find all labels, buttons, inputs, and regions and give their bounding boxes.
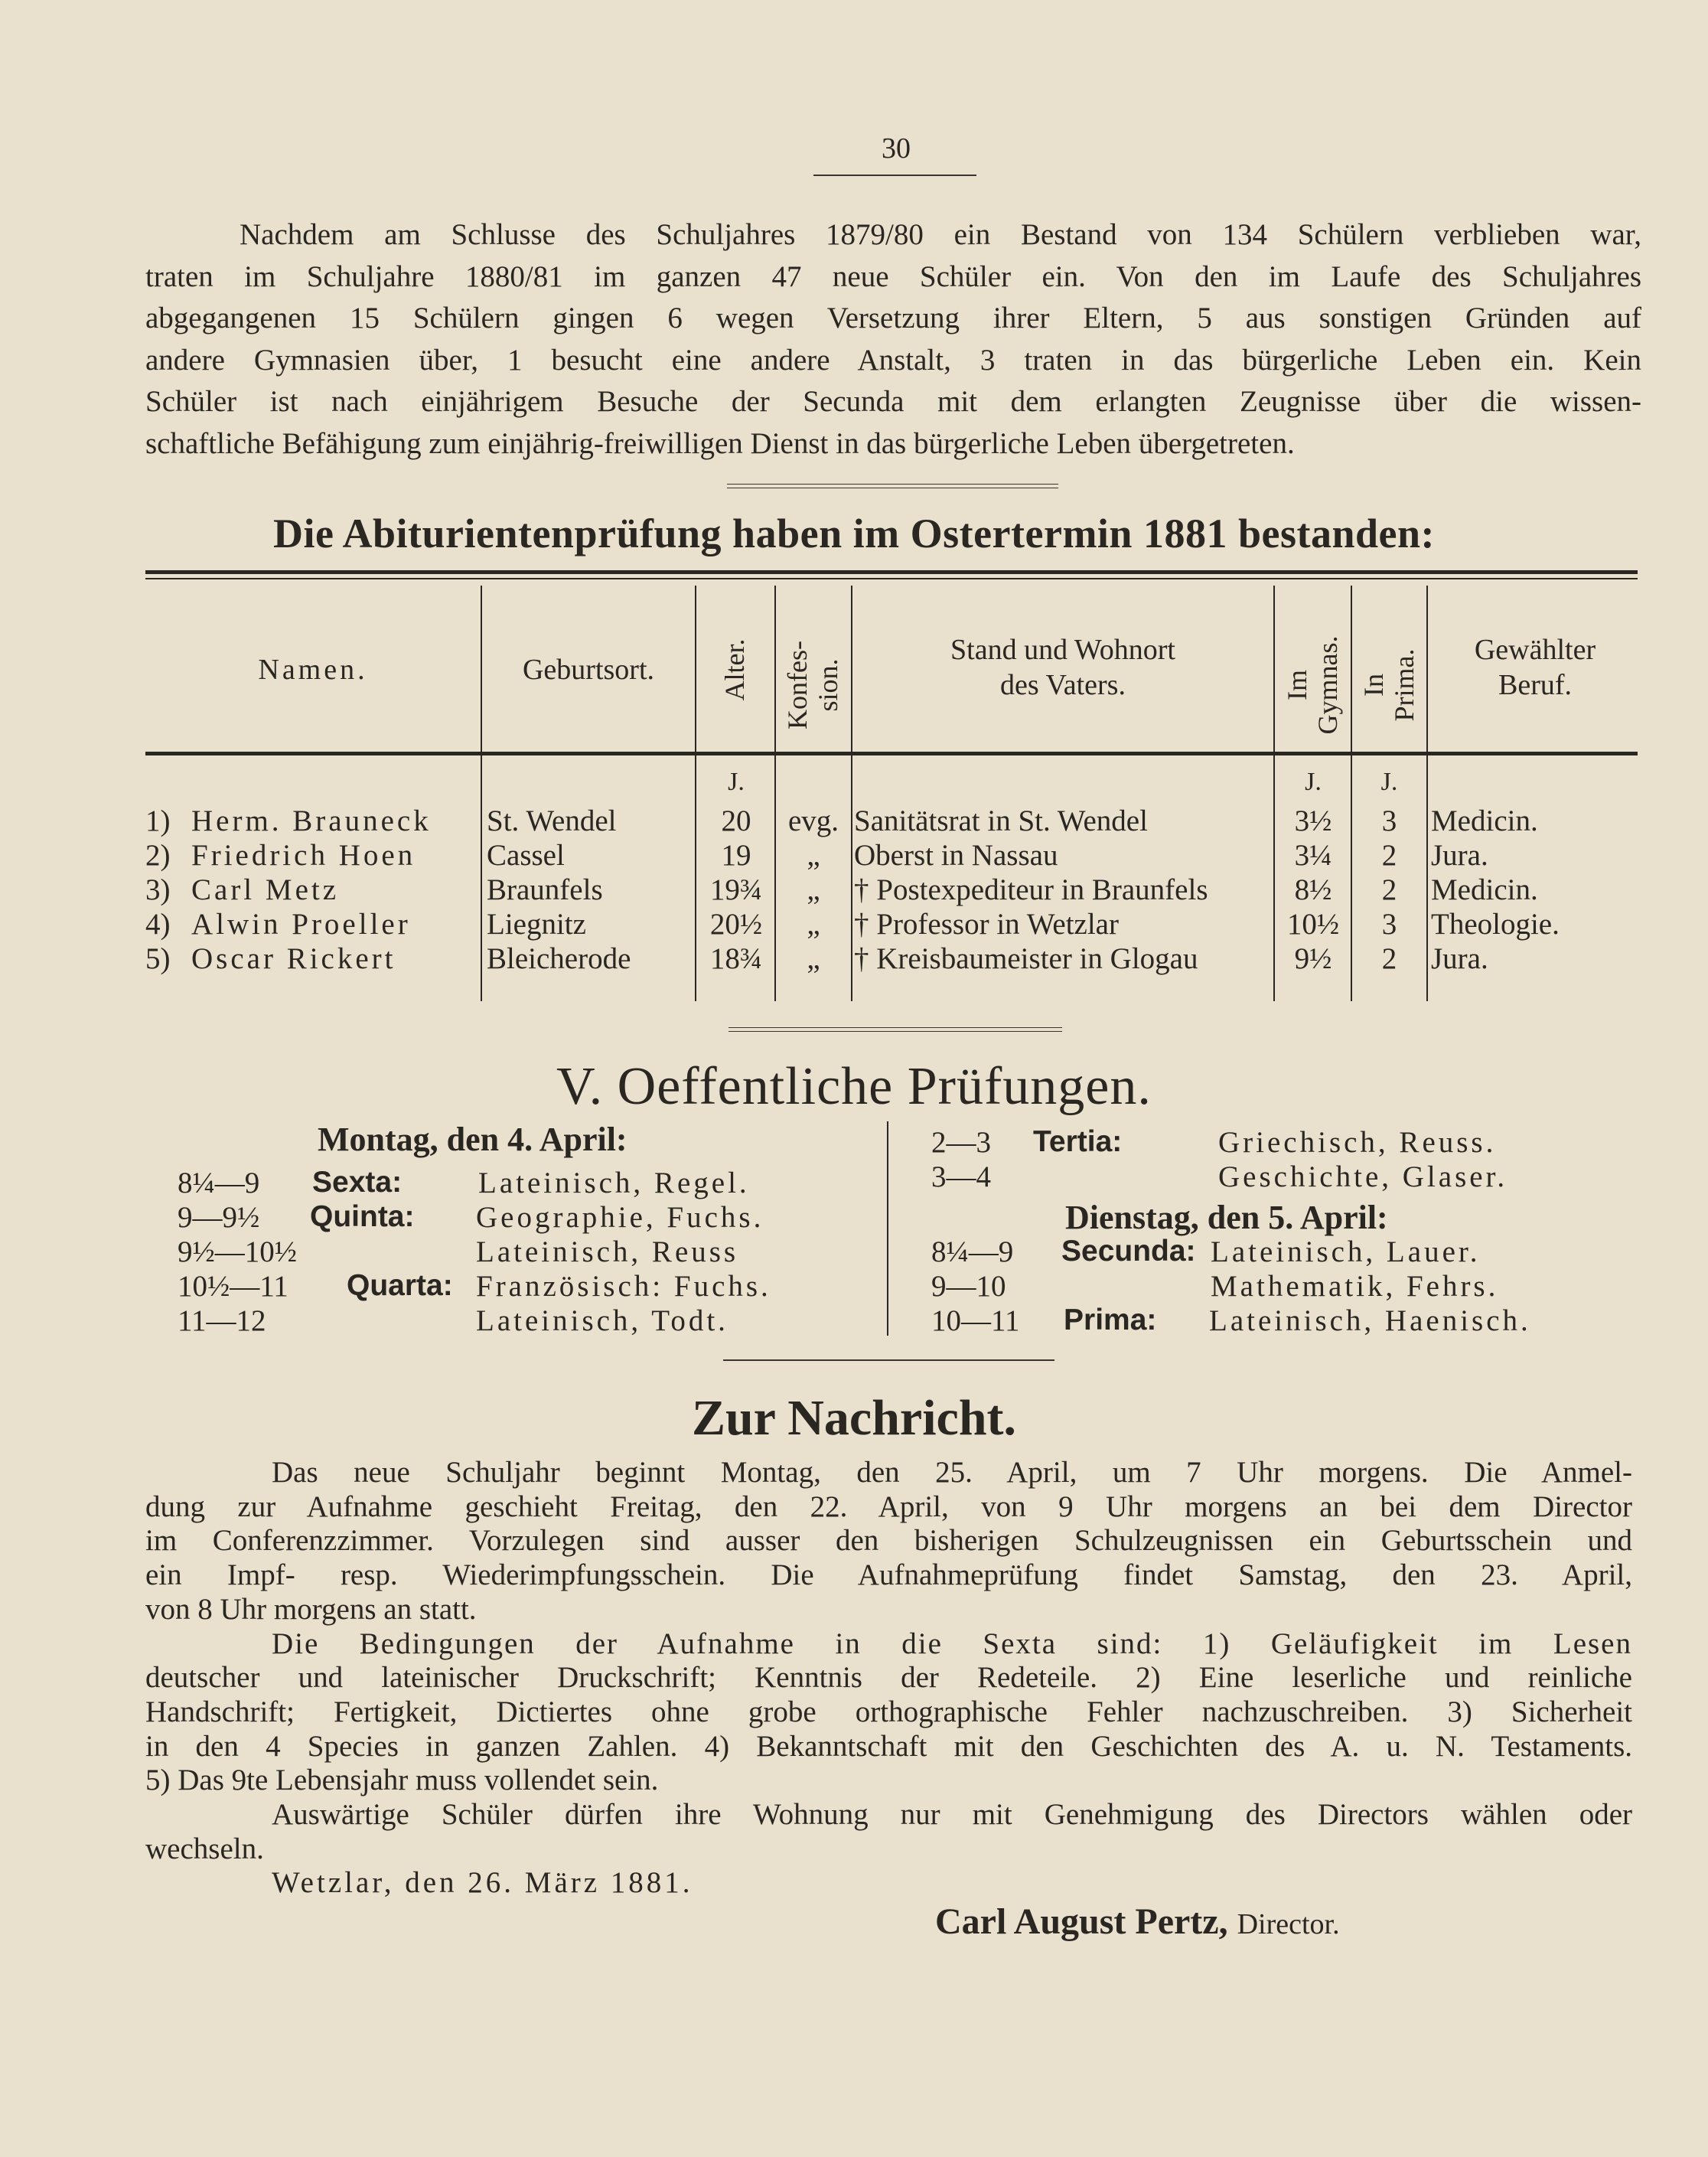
row-alter: 19¾ [709,873,763,906]
header-gymnas-line: Gymnas. [1312,635,1343,735]
row-name: Friedrich Hoen [191,839,416,872]
row-name: Alwin Proeller [191,908,411,941]
row-prima: 2 [1381,942,1397,975]
nachricht-line: Handschrift; Fertigkeit, Dictiertes ohne grobe orthographische Fehler nachzuschreiben. 3) Sicherheit [145,1695,1632,1728]
nachricht-line: in den 4 Species in ganzen Zahlen. 4) Bekanntschaft mit den Geschichten des A. u. N. Testaments. [145,1729,1632,1763]
exam-time: 11—12 [178,1304,266,1337]
exam-class: Quarta: [347,1269,453,1302]
row-name: Herm. Brauneck [191,804,432,837]
nachricht-line: Das neue Schuljahr beginnt Montag, den 25. April, um 7 Uhr morgens. Die Anmel- [272,1456,1632,1489]
header-gymnas-line: Im [1282,670,1312,700]
abitur-heading: Die Abiturientenprüfung haben im Ostertermin 1881 bestanden: [272,511,1436,556]
intro-line: Nachdem am Schlusse des Schuljahres 1879/80 ein Bestand von 134 Schülern verblieben war, [240,218,1641,251]
header-gymnas [1282,605,1343,765]
row-gymn: 10½ [1286,908,1340,941]
exam-time: 8¼—9 [178,1167,260,1199]
row-prima: 2 [1381,839,1397,872]
header-konfession-line: sion. [813,658,843,712]
exam-time: 3—4 [931,1160,991,1193]
intro-line: abgegangenen 15 Schülern gingen 6 wegen Versetzung ihrer Eltern, 5 aus sonstigen Gründen auf [145,302,1641,334]
nachricht-line: wechseln. [145,1832,264,1865]
row-gymn: 3½ [1294,804,1332,837]
row-vater: † Kreisbaumeister in Glogau [854,942,1198,975]
exam-class: Sexta: [312,1166,403,1199]
exam-time: 2—3 [931,1126,991,1159]
nachricht-line: von 8 Uhr morgens an statt. [145,1592,477,1626]
exam-subject: Lateinisch, Reuss [476,1235,739,1268]
header-stand-line: Stand und Wohnort [950,634,1175,666]
exam-class: Secunda: [1061,1235,1196,1268]
nachricht-line: 5) Das 9te Lebensjahr muss vollendet sein. [145,1764,659,1797]
row-nr: 1) [145,804,171,837]
row-name: Carl Metz [191,873,340,906]
column-divider [481,586,482,1001]
row-vater: † Postexpediteur in Braunfels [854,873,1208,906]
separator-rule [723,1359,1054,1361]
pruefungen-title: V. Oeffentliche Prüfungen. [556,1057,1152,1116]
header-beruf-line: Gewählter [1474,634,1596,666]
separator-rule [727,484,1058,485]
exam-subject: Lateinisch, Haenisch. [1209,1304,1531,1337]
row-alter: 20½ [709,908,763,941]
separator-rule [729,1031,1062,1032]
exam-subject: Griechisch, Reuss. [1218,1126,1497,1159]
exam-class: Prima: [1064,1304,1157,1336]
exam-subject: Geographie, Fuchs. [476,1201,764,1234]
row-gymn: 3¼ [1294,839,1332,872]
exam-time: 9½—10½ [178,1235,297,1268]
header-konfession-line: Konfes- [782,641,813,729]
header-beruf [1428,632,1642,703]
row-gymn: 8½ [1294,873,1332,906]
exam-subject: Geschichte, Glaser. [1218,1160,1508,1193]
exam-subject: Lateinisch, Lauer. [1211,1235,1481,1268]
header-geburtsort: Geburtsort. [522,654,655,686]
nachricht-line: ein Impf- resp. Wiederimpfungsschein. Die Aufnahmeprüfung findet Samstag, den 23. April, [145,1558,1632,1592]
row-alter: 18¾ [709,942,763,975]
header-alter: Alter. [719,638,750,701]
row-alter: 19 [721,839,751,872]
row-ort: Braunfels [487,873,603,906]
row-vater: Sanitätsrat in St. Wendel [854,804,1148,837]
header-prima-line: Prima. [1389,648,1420,722]
intro-line: andere Gymnasien über, 1 besucht eine andere Anstalt, 3 traten in das bürgerliche Leben ein. Kein [145,343,1641,377]
dienstag-heading: Dienstag, den 5. April: [1065,1199,1388,1236]
montag-heading: Montag, den 4. April: [318,1121,627,1158]
row-konf: „ [807,942,820,975]
signature-name: Carl August Pertz, [935,1901,1228,1942]
column-divider [695,586,696,1001]
row-konf: „ [807,873,820,906]
row-vater: † Professor in Wetzlar [854,908,1119,941]
row-nr: 2) [145,839,171,872]
row-beruf: Jura. [1431,839,1488,872]
header-prima-line: In [1358,674,1389,697]
intro-paragraph [145,214,1641,465]
row-vater: Oberst in Nassau [854,839,1058,872]
row-gymn: 9½ [1294,942,1332,975]
row-prima: 2 [1381,873,1397,906]
page-number-rule [813,175,976,176]
header-konfession [782,605,843,765]
exam-time: 9—10 [931,1270,1006,1303]
intro-line: schaftliche Befähigung zum einjährig-freiwilligen Dienst in das bürgerliche Leben übergetreten. [145,426,1295,460]
row-alter: 20 [721,804,751,837]
row-prima: 3 [1381,804,1397,837]
row-ort: Bleicherode [487,942,631,975]
unit-prima: J. [1380,768,1398,796]
exam-class: Tertia: [1033,1125,1123,1158]
exam-time: 10½—11 [178,1270,288,1303]
row-nr: 3) [145,873,171,906]
nachricht-line: Wetzlar, den 26. März 1881. [272,1866,693,1900]
row-nr: 4) [145,908,171,941]
exam-time: 8¼—9 [931,1235,1014,1268]
row-konf: evg. [787,804,839,837]
unit-alter: J. [728,768,745,796]
row-beruf: Medicin. [1431,873,1538,906]
nachricht-paragraph [145,1456,1632,1901]
exam-subject: Lateinisch, Regel. [478,1167,750,1199]
row-name: Oscar Rickert [191,942,396,975]
row-beruf: Medicin. [1431,804,1538,837]
row-ort: St. Wendel [487,804,617,837]
nachricht-title: Zur Nachricht. [691,1390,1017,1446]
unit-gymnas: J. [1305,768,1322,796]
schedule-divider [887,1121,888,1336]
nachricht-line: Auswärtige Schüler dürfen ihre Wohnung nur mit Genehmigung des Directors wählen oder [272,1798,1632,1832]
row-beruf: Theologie. [1431,908,1560,941]
table-top-rule [145,570,1638,574]
intro-line: traten im Schuljahre 1880/81 im ganzen 47 neue Schüler ein. Von den im Laufe des Schuljahres [145,259,1641,293]
header-beruf-line: Beruf. [1498,669,1573,701]
row-nr: 5) [145,942,171,975]
nachricht-line: im Conferenzzimmer. Vorzulegen sind ausser den bisherigen Schulzeugnissen ein Geburtsschein und [145,1524,1632,1558]
exam-subject: Mathematik, Fehrs. [1211,1270,1499,1303]
exam-time: 9—9½ [178,1201,260,1234]
intro-line: Schüler ist nach einjährigem Besuche der Secunda mit dem erlangten Zeugnisse über die wissen- [145,385,1641,418]
nachricht-line: Die Bedingungen der Aufnahme in die Sexta sind: 1) Geläufigkeit im Lesen [272,1627,1632,1660]
header-namen: Namen. [258,654,368,686]
page-number: 30 [882,132,911,165]
separator-rule [729,1027,1062,1028]
header-stand-line: des Vaters. [1000,669,1126,701]
header-prima [1358,605,1420,765]
exam-subject: Lateinisch, Todt. [476,1304,729,1337]
row-beruf: Jura. [1431,942,1488,975]
header-stand [852,632,1273,703]
table-top-rule [145,578,1638,579]
exam-subject: Französisch: Fuchs. [476,1270,771,1303]
row-konf: „ [807,908,820,941]
signature [935,1901,1340,1943]
row-ort: Cassel [487,839,565,872]
exam-time: 10—11 [931,1304,1020,1337]
signature-role: Director. [1237,1908,1340,1940]
nachricht-line: deutscher und lateinischer Druckschrift; Kenntnis der Redeteile. 2) Eine leserliche und reinliche [145,1661,1632,1695]
row-prima: 3 [1381,908,1397,941]
row-ort: Liegnitz [487,908,586,941]
exam-class: Quinta: [310,1200,415,1233]
nachricht-line: dung zur Aufnahme geschieht Freitag, den 22. April, von 9 Uhr morgens an bei dem Director [145,1490,1632,1523]
row-konf: „ [807,839,820,872]
